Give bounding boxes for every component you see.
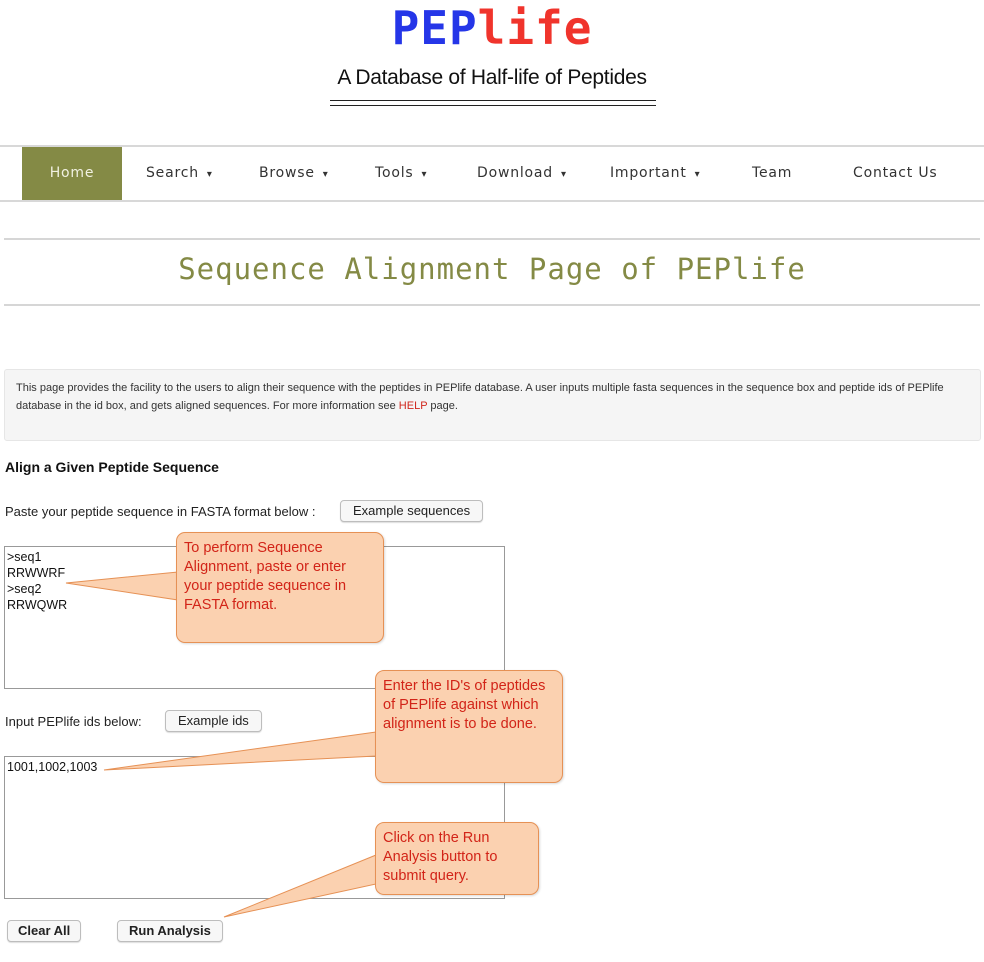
chevron-down-icon: ▾ bbox=[206, 169, 213, 180]
sequence-label: Paste your peptide sequence in FASTA format below : bbox=[5, 504, 316, 519]
site-tagline: A Database of Half-life of Peptides bbox=[337, 66, 647, 89]
example-ids-button[interactable]: Example ids bbox=[165, 710, 262, 732]
run-analysis-button[interactable]: Run Analysis bbox=[117, 920, 223, 942]
ids-label: Input PEPlife ids below: bbox=[5, 714, 142, 729]
help-link[interactable]: HELP bbox=[398, 400, 428, 412]
callout-pointer-sequence bbox=[66, 572, 178, 600]
nav-browse-label: Browse bbox=[259, 165, 315, 181]
example-sequences-button[interactable]: Example sequences bbox=[340, 500, 483, 522]
chevron-down-icon: ▾ bbox=[421, 169, 428, 180]
logo-part-life: life bbox=[477, 1, 593, 55]
chevron-down-icon: ▾ bbox=[694, 169, 701, 180]
nav-contact[interactable]: Contact Us bbox=[853, 165, 938, 181]
nav-search-label: Search bbox=[146, 165, 199, 181]
chevron-down-icon: ▾ bbox=[322, 169, 329, 180]
nav-tools-label: Tools bbox=[375, 165, 414, 181]
callout-sequence: To perform Sequence Alignment, paste or enter your peptide sequence in FASTA format. bbox=[176, 532, 384, 643]
logo-part-pep: PEP bbox=[391, 1, 478, 55]
clear-all-button[interactable]: Clear All bbox=[7, 920, 81, 942]
section-heading: Align a Given Peptide Sequence bbox=[5, 459, 219, 475]
callout-pointer-run bbox=[224, 855, 376, 917]
info-text: This page provides the facility to the users to align their sequence with the peptides in PEPlife database. A user inputs multiple fasta sequences in the sequence box and peptide ids of PEPlife database in the id box, and gets aligned sequences. For more information see bbox=[16, 382, 944, 412]
nav-important-label: Important bbox=[610, 165, 687, 181]
nav-team[interactable]: Team bbox=[752, 165, 793, 181]
nav-home[interactable]: Home bbox=[22, 147, 122, 200]
page-title: Sequence Alignment Page of PEPlife bbox=[178, 252, 806, 286]
callout-ids: Enter the ID's of peptides of PEPlife against which alignment is to be done. bbox=[375, 670, 563, 783]
info-text-end: page. bbox=[427, 400, 458, 412]
nav-download-label: Download bbox=[477, 165, 553, 181]
callout-pointer-ids bbox=[104, 732, 376, 770]
chevron-down-icon: ▾ bbox=[561, 169, 567, 180]
callout-run: Click on the Run Analysis button to submit query. bbox=[375, 822, 539, 895]
